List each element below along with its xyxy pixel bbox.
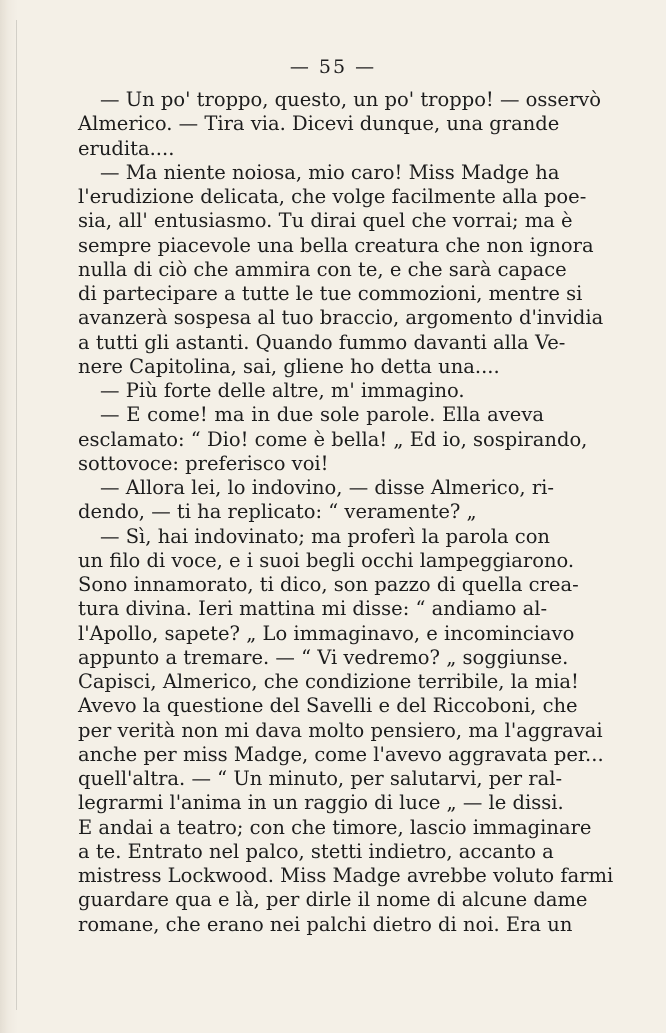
text-line: — Sì, hai indovinato; ma proferì la parola con xyxy=(100,524,550,548)
page-number: — 55 — xyxy=(289,56,377,78)
text-line: l'erudizione delicata, che volge facilmente alla poe- xyxy=(78,185,587,208)
text-line: — Ma niente noiosa, mio caro! Miss Madge ha xyxy=(100,160,560,184)
text-line: di partecipare a tutte le tue commozioni, mentre si xyxy=(78,282,583,305)
text-line: E andai a teatro; con che timore, lascio immaginare xyxy=(78,815,592,839)
text-line: sempre piacevole una bella creatura che non ignora xyxy=(78,233,594,257)
text-line: anche per miss Madge, come l'avevo aggravata per... xyxy=(78,742,604,766)
text-line: a tutti gli astanti. Quando fummo davanti alla Ve- xyxy=(78,330,566,354)
text-line: l'Apollo, sapete? „ Lo immaginavo, e incominciavo xyxy=(78,621,575,645)
text-line: — Più forte delle altre, m' immagino. xyxy=(100,379,465,402)
text-line: sottovoce: preferisco voi! xyxy=(78,451,329,475)
text-line: esclamato: “ Dio! come è bella! „ Ed io, sospirando, xyxy=(78,427,588,451)
text-line: appunto a tremare. — “ Vi vedremo? „ soggiunse. xyxy=(78,645,569,669)
text-line: per verità non mi dava molto pensiero, ma l'aggravai xyxy=(78,718,603,742)
binding-line xyxy=(16,20,17,1010)
text-line: sia, all' entusiasmo. Tu dirai quel che vorrai; ma è xyxy=(78,209,573,233)
text-line: avanzerà sospesa al tuo braccio, argomento d'invidia xyxy=(78,306,604,330)
text-line: legrarmi l'anima in un raggio di luce „ — le dissi. xyxy=(78,791,564,815)
body-text xyxy=(78,88,614,937)
text-line: — Allora lei, lo indovino, — disse Almerico, ri- xyxy=(100,476,554,499)
text-line: mistress Lockwood. Miss Madge avrebbe voluto farmi xyxy=(78,864,614,887)
text-line: tura divina. Ieri mattina mi disse: “ andiamo al- xyxy=(78,597,548,621)
text-line: quell'altra. — “ Un minuto, per salutarvi, per ral- xyxy=(78,767,563,790)
text-line: romane, che erano nei palchi dietro di noi. Era un xyxy=(78,912,573,936)
text-line: nulla di ciò che ammira con te, e che sarà capace xyxy=(78,257,567,281)
text-line: Almerico. — Tira via. Dicevi dunque, una grande xyxy=(78,112,560,136)
text-line: a te. Entrato nel palco, stetti indietro, accanto a xyxy=(78,839,554,863)
text-line: erudita.... xyxy=(78,136,175,160)
text-line: Avevo la questione del Savelli e del Riccoboni, che xyxy=(78,694,578,718)
text-line: un filo di voce, e i suoi begli occhi lampeggiarono. xyxy=(78,548,575,572)
text-line: guardare qua e là, per dirle il nome di alcune dame xyxy=(78,888,588,912)
text-line: dendo, — ti ha replicato: “ veramente? „ xyxy=(78,500,477,524)
text-line: Sono innamorato, ti dico, son pazzo di quella crea- xyxy=(78,573,579,596)
text-line: nere Capitolina, sai, gliene ho detta una.... xyxy=(78,354,500,378)
text-line: — Un po' troppo, questo, un po' troppo! — osservò xyxy=(100,88,602,111)
text-line: Capisci, Almerico, che condizione terribile, la mia! xyxy=(78,670,579,693)
text-line: — E come! ma in due sole parole. Ella aveva xyxy=(100,403,544,427)
